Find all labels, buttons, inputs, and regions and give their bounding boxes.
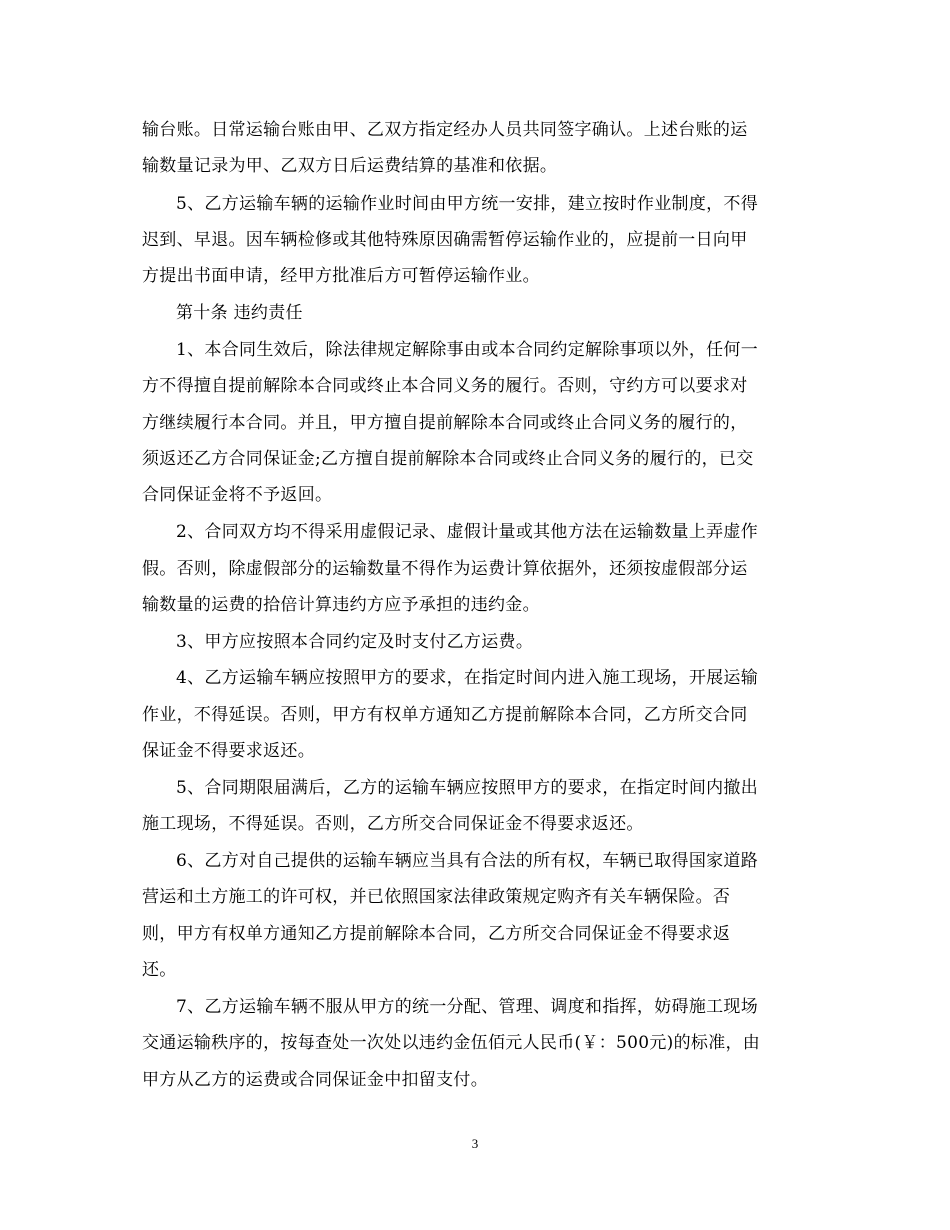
text-line: 须返还乙方合同保证金;乙方擅自提前解除本合同或终止合同义务的履行的，已交 bbox=[142, 449, 754, 469]
page-number: 3 bbox=[471, 1136, 479, 1151]
text-line: 合同保证金将不予返回。 bbox=[142, 485, 333, 505]
text-line: 甲方从乙方的运费或合同保证金中扣留支付。 bbox=[142, 1070, 488, 1090]
text-line: 5、合同期限届满后，乙方的运输车辆应按照甲方的要求，在指定时间内撤出 bbox=[176, 778, 759, 798]
text-line: 1、本合同生效后，除法律规定解除事由或本合同约定解除事项以外，任何一 bbox=[176, 340, 759, 360]
text-line: 施工现场，不得延误。否则，乙方所交合同保证金不得要求返还。 bbox=[142, 814, 644, 834]
text-line: 4、乙方运输车辆应按照甲方的要求，在指定时间内进入施工现场，开展运输 bbox=[176, 668, 759, 688]
text-line: 方不得擅自提前解除本合同或终止本合同义务的履行。否则，守约方可以要求对 bbox=[142, 376, 748, 396]
text-line: 7、乙方运输车辆不服从甲方的统一分配、管理、调度和指挥，妨碍施工现场 bbox=[176, 997, 759, 1017]
text-line: 交通运输秩序的，按每查处一次处以违约金伍佰元人民币(￥：500元)的标准，由 bbox=[142, 1033, 761, 1053]
text-line: 作业，不得延误。否则，甲方有权单方通知乙方提前解除本合同，乙方所交合同 bbox=[142, 705, 748, 725]
text-line: 输数量记录为甲、乙双方日后运费结算的基准和依据。 bbox=[142, 156, 558, 176]
text-line: 则，甲方有权单方通知乙方提前解除本合同，乙方所交合同保证金不得要求返 bbox=[142, 924, 731, 944]
text-line: 迟到、早退。因车辆检修或其他特殊原因确需暂停运输作业的，应提前一日向甲 bbox=[142, 230, 748, 250]
text-line: 还。 bbox=[142, 960, 177, 980]
text-line: 保证金不得要求返还。 bbox=[142, 741, 315, 761]
text-line: 假。否则，除虚假部分的运输数量不得作为运费计算依据外，还须按虚假部分运 bbox=[142, 559, 748, 579]
text-line: 6、乙方对自己提供的运输车辆应当具有合法的所有权，车辆已取得国家道路 bbox=[176, 851, 759, 871]
text-line: 2、合同双方均不得采用虚假记录、虚假计量或其他方法在运输数量上弄虚作 bbox=[176, 522, 759, 542]
text-line: 3、甲方应按照本合同约定及时支付乙方运费。 bbox=[176, 632, 534, 652]
text-line: 方提出书面申请，经甲方批准后方可暂停运输作业。 bbox=[142, 266, 540, 286]
text-line: 方继续履行本合同。并且，甲方擅自提前解除本合同或终止合同义务的履行的， bbox=[142, 413, 748, 433]
section-heading: 第十条 违约责任 bbox=[176, 303, 303, 323]
text-line: 5、乙方运输车辆的运输作业时间由甲方统一安排，建立按时作业制度，不得 bbox=[176, 194, 759, 214]
text-line: 输台账。日常运输台账由甲、乙双方指定经办人员共同签字确认。上述台账的运 bbox=[142, 120, 748, 140]
text-line: 营运和土方施工的许可权，并已依照国家法律政策规定购齐有关车辆保险。否 bbox=[142, 887, 731, 907]
text-line: 输数量的运费的拾倍计算违约方应予承担的违约金。 bbox=[142, 595, 540, 615]
